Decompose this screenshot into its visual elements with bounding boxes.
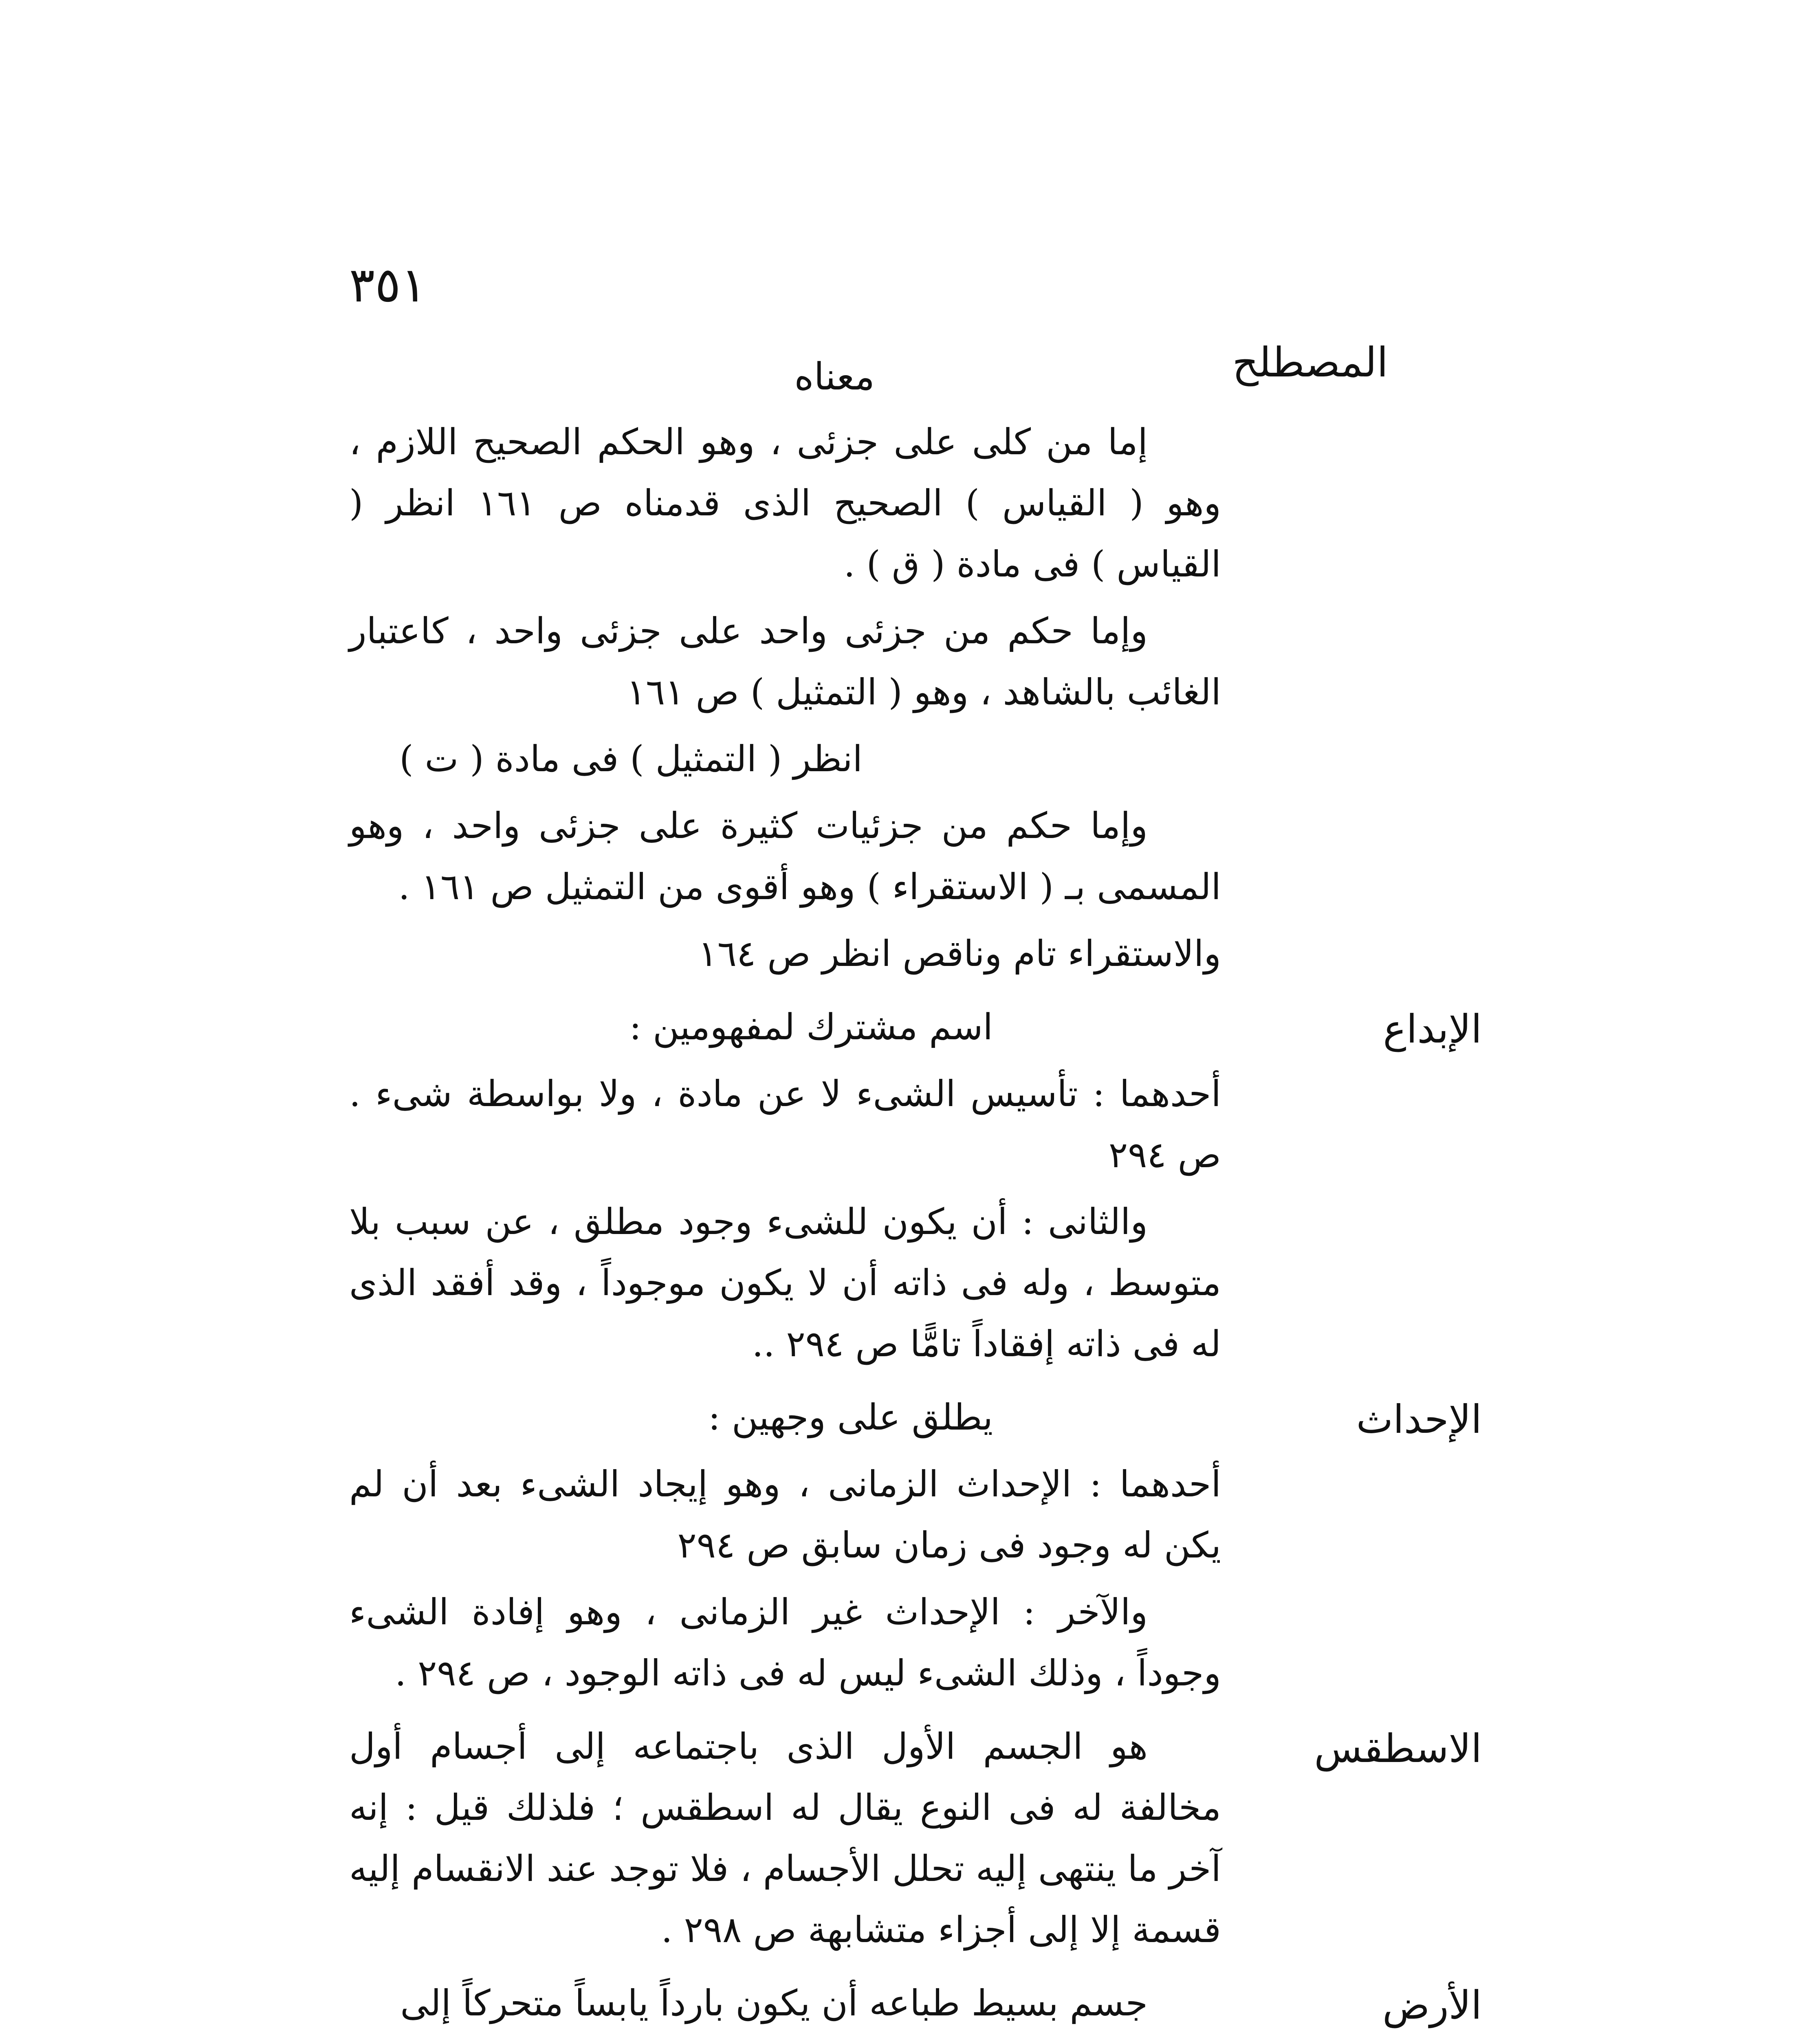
meaning-column-header: معناه (794, 355, 875, 398)
glossary-entry (0, 1973, 1820, 2034)
meaning-paragraph: انظر ( التمثيل ) فى مادة ( ت ) (399, 738, 863, 780)
page-number: ٣٥١ (349, 257, 427, 313)
entry-meaning (349, 1716, 1221, 1960)
meaning-paragraph: جسم بسيط طباعه أن يكون بارداً يابساً متحركاً إلى (400, 1982, 1148, 2024)
glossary-entry (0, 1716, 1820, 1960)
entry-term: الإبداع (1383, 1006, 1482, 1052)
entry-meaning (349, 1387, 1221, 1704)
meaning-paragraph: أحدهما : تأسيس الشىء لا عن مادة ، ولا بواسطة شىء . ص ٢٩٤ (349, 1073, 1221, 1176)
meaning-paragraph: هو الجسم الأول الذى باجتماعه إلى أجسام أول مخالفة له فى النوع يقال له اسطقس ؛ فلذلك قيل : إنه آخر ما ينتهى إليه تحلل الأجسام ، فلا توجد عند الانقسام إليه قسمة إلا إلى أجزاء متشابهة ص ٢٩٨ . (349, 1725, 1221, 1951)
entry-term: الإحداث (1356, 1397, 1482, 1442)
meaning-paragraph: يطلق على وجهين : (708, 1396, 993, 1438)
entry-meaning (349, 997, 1221, 1375)
glossary-entry (0, 997, 1820, 1375)
meaning-paragraph: والآخر : الإحداث غير الزمانى ، وهو إفادة الشىء وجوداً ، وذلك الشىء ليس له فى ذاته الوجود ، ص ٢٩٤ . (349, 1591, 1221, 1694)
meaning-paragraph: وإما حكم من جزئى واحد على جزئى واحد ، كاعتبار الغائب بالشاهد ، وهو ( التمثيل ) ص ١٦١ (349, 610, 1221, 713)
meaning-paragraph: اسم مشترك لمفهومين : (629, 1006, 993, 1048)
intro-entry (0, 411, 1820, 984)
entry-term: الأرض (1382, 1982, 1482, 2028)
entries-list (0, 411, 1820, 2034)
entry-term: الاسطقس (1314, 1726, 1482, 1771)
meaning-paragraph: والثانى : أن يكون للشىء وجود مطلق ، عن سبب بلا متوسط ، وله فى ذاته أن لا يكون موجوداً ، وقد أفقد الذى له فى ذاته إفقاداً تامًّا ص ٢٩٤ .. (349, 1201, 1221, 1365)
term-column-header: المصطلح (1232, 339, 1388, 386)
meaning-paragraph: وإما حكم من جزئيات كثيرة على جزئى واحد ، وهو المسمى بـ ( الاستقراء ) وهو أقوى من التمثيل ص ١٦١ . (349, 805, 1221, 908)
entry-meaning (349, 411, 1221, 984)
column-header (0, 338, 1820, 399)
glossary-entry (0, 1387, 1820, 1704)
meaning-paragraph: إما من كلى على جزئى ، وهو الحكم الصحيح اللازم ، وهو ( القياس ) الصحيح الذى قدمناه ص ١٦١ انظر ( القياس ) فى مادة ( ق ) . (349, 421, 1221, 585)
entry-meaning (349, 1973, 1221, 2034)
meaning-paragraph: أحدهما : الإحداث الزمانى ، وهو إيجاد الشىء بعد أن لم يكن له وجود فى زمان سابق ص ٢٩٤ (349, 1463, 1221, 1566)
meaning-paragraph: والاستقراء تام وناقص انظر ص ١٦٤ (698, 933, 1221, 975)
